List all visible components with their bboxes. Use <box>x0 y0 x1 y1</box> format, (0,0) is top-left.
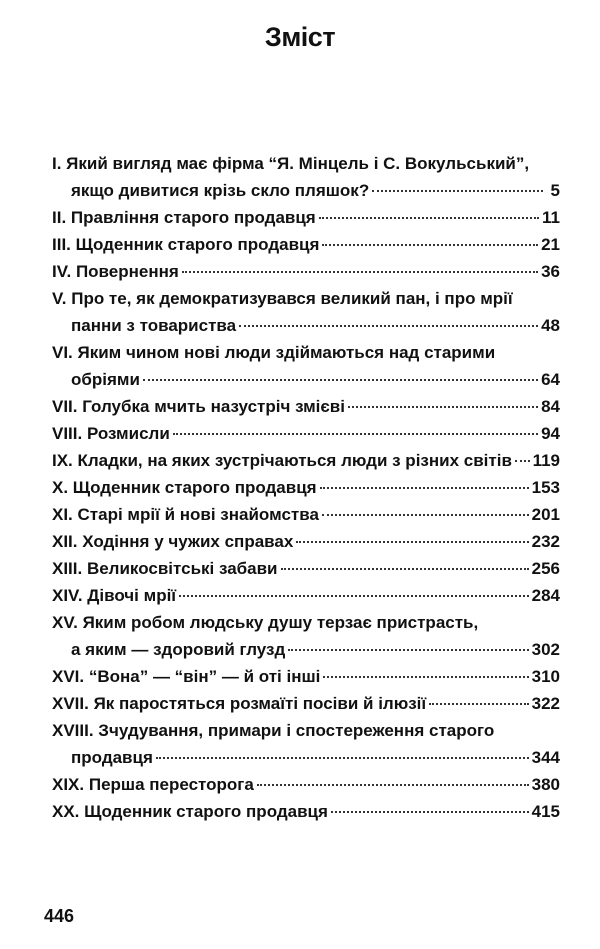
toc-entry-page-number: 302 <box>531 640 560 659</box>
toc-entry-page-number: 84 <box>541 397 560 416</box>
toc-entry <box>52 474 560 501</box>
toc-entry-last-line <box>52 393 560 420</box>
toc-entry-title-line: обріями <box>71 370 140 389</box>
page-number: 446 <box>44 906 75 926</box>
toc-entry-last-line <box>52 744 560 771</box>
toc-entry <box>52 339 560 393</box>
toc-entry-page-number: 153 <box>531 478 560 497</box>
toc-entry <box>52 285 560 339</box>
toc-entry-title-line: а яким — здоровий глузд <box>71 640 286 659</box>
toc-entry <box>52 393 560 420</box>
toc-entry-last-line <box>52 528 560 555</box>
dot-leader <box>257 784 529 786</box>
dot-leader <box>429 703 528 705</box>
toc-entry-page-number: 94 <box>541 424 560 443</box>
toc-entry-page-number: 284 <box>531 586 560 605</box>
toc-entry <box>52 717 560 771</box>
dot-leader <box>331 811 529 813</box>
page-title: Зміст <box>264 22 336 52</box>
toc-entry-title-line: якщо дивитися крізь скло пляшок? <box>71 181 370 200</box>
toc-entry <box>52 663 560 690</box>
toc-entry-page-number: 310 <box>531 667 560 686</box>
toc-entry-last-line <box>52 420 560 447</box>
toc-entry <box>52 150 560 204</box>
dot-leader <box>322 244 538 246</box>
toc-entry-page-number: 119 <box>532 451 560 470</box>
toc-entry-title-line: XIII. Великосвітські забави <box>52 559 278 578</box>
dot-leader <box>515 460 530 462</box>
toc-entry-title-line: XVI. “Вона” — “він” — й оті інші <box>52 667 321 686</box>
toc-entry-title-line: VII. Голубка мчить назустріч змієві <box>52 397 345 416</box>
toc-entry-title-line: XII. Ходіння у чужих справах <box>52 532 294 551</box>
toc-entry-page-number: 201 <box>531 505 560 524</box>
toc-entry-last-line <box>52 636 560 663</box>
toc-entry-page-number: 11 <box>542 208 560 227</box>
toc-entry <box>52 420 560 447</box>
toc-entry-title-line: XIX. Перша пересторога <box>52 775 254 794</box>
toc-entry-last-line <box>52 663 560 690</box>
dot-leader <box>372 190 543 192</box>
toc-entry-page-number: 232 <box>531 532 560 551</box>
toc-entry-title-line: X. Щоденник старого продавця <box>52 478 317 497</box>
toc-entry-last-line <box>52 771 560 798</box>
toc-entry-title-line: V. Про те, як демократизувався великий пан, і про мрії <box>52 289 513 308</box>
toc-entry-title-line: IV. Повернення <box>52 262 179 281</box>
dot-leader <box>288 649 528 651</box>
dot-leader <box>182 271 538 273</box>
toc-entry <box>52 258 560 285</box>
toc-entry <box>52 609 560 663</box>
toc-entry-title-line: XX. Щоденник старого продавця <box>52 802 328 821</box>
toc-entry-last-line <box>52 555 560 582</box>
dot-leader <box>156 757 529 759</box>
toc-entry <box>52 447 560 474</box>
toc-entry-last-line <box>52 690 560 717</box>
toc-entry-last-line <box>52 231 560 258</box>
toc-entry-title-line: XIV. Дівочі мрії <box>52 586 177 605</box>
dot-leader <box>319 217 539 219</box>
toc-entry <box>52 798 560 825</box>
toc-entry-title-line: IX. Кладки, на яких зустрічаються люди з різних світів <box>52 451 512 470</box>
table-of-contents <box>52 150 560 825</box>
toc-entry-last-line <box>52 204 560 231</box>
dot-leader <box>320 487 529 489</box>
dot-leader <box>348 406 538 408</box>
toc-entry <box>52 555 560 582</box>
toc-entry-last-line <box>52 177 560 204</box>
toc-entry-last-line <box>52 447 560 474</box>
dot-leader <box>323 676 528 678</box>
toc-entry-page-number: 36 <box>541 262 560 281</box>
dot-leader <box>239 325 538 327</box>
toc-entry <box>52 528 560 555</box>
toc-entry-last-line <box>52 366 560 393</box>
toc-entry-last-line <box>52 312 560 339</box>
dot-leader <box>179 595 529 597</box>
toc-entry-page-number: 380 <box>531 775 560 794</box>
toc-entry <box>52 231 560 258</box>
toc-entry-title-line: I. Який вигляд має фірма “Я. Мінцель і С. Вокульський”, <box>52 154 530 173</box>
toc-entry-title-line: III. Щоденник старого продавця <box>52 235 320 254</box>
toc-entry <box>52 582 560 609</box>
toc-entry-title-line: XVII. Як паростяться розмаїті посіви й ілюзії <box>52 694 427 713</box>
toc-entry-title-line: продавця <box>71 748 153 767</box>
toc-entry-last-line <box>52 582 560 609</box>
dot-leader <box>143 379 538 381</box>
toc-entry-page-number: 256 <box>531 559 560 578</box>
toc-entry-page-number: 344 <box>531 748 560 767</box>
toc-entry-title-line: II. Правління старого продавця <box>52 208 316 227</box>
dot-leader <box>296 541 528 543</box>
toc-entry-title-line: VIII. Розмисли <box>52 424 170 443</box>
toc-entry <box>52 501 560 528</box>
toc-entry-title-line: VI. Яким чином нові люди здіймаються над старими <box>52 343 496 362</box>
toc-entry <box>52 204 560 231</box>
toc-entry-page-number: 5 <box>550 181 560 200</box>
toc-entry-last-line <box>52 474 560 501</box>
toc-entry-title-line: XV. Яким робом людську душу терзає пристрасть, <box>52 613 479 632</box>
toc-entry-title-line: XI. Старі мрії й нові знайомства <box>52 505 319 524</box>
toc-entry-page-number: 322 <box>531 694 560 713</box>
toc-entry-last-line <box>52 798 560 825</box>
toc-entry-page-number: 48 <box>541 316 560 335</box>
toc-entry-title-line: панни з товариства <box>71 316 237 335</box>
toc-entry-title-line: XVIII. Зчудування, примари і спостереження старого <box>52 721 495 740</box>
toc-entry-page-number: 21 <box>541 235 560 254</box>
dot-leader <box>281 568 529 570</box>
toc-entry <box>52 690 560 717</box>
toc-entry-page-number: 64 <box>541 370 560 389</box>
toc-entry-page-number: 415 <box>531 802 560 821</box>
toc-entry <box>52 771 560 798</box>
toc-entry-last-line <box>52 258 560 285</box>
dot-leader <box>173 433 538 435</box>
toc-entry-last-line <box>52 501 560 528</box>
dot-leader <box>322 514 529 516</box>
